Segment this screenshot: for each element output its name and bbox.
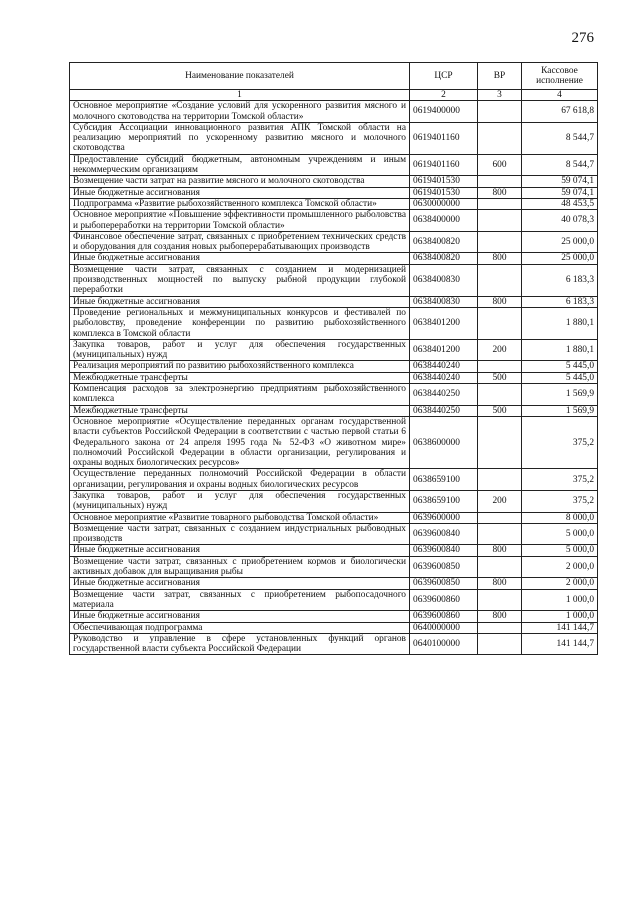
row-amount: 5 445,0 [522, 372, 598, 383]
index-cell: 3 [478, 90, 522, 101]
row-amount: 1 569,9 [522, 405, 598, 416]
row-vr: 500 [478, 405, 522, 416]
index-cell: 2 [410, 90, 478, 101]
row-code: 0638400820 [410, 231, 478, 253]
row-amount: 8 544,7 [522, 122, 598, 154]
row-name: Субсидия Ассоциации инновационного развития АПК Томской области на реализацию мероприятий по ускоренному развитию мясного и молочного скотоводства [70, 122, 410, 154]
row-code: 0638600000 [410, 416, 478, 468]
table-row [70, 523, 598, 545]
row-vr [478, 416, 522, 468]
table-row [70, 372, 598, 383]
row-name: Межбюджетные трансферты [70, 372, 410, 383]
row-amount: 1 000,0 [522, 589, 598, 611]
row-vr [478, 198, 522, 209]
row-code: 0639600850 [410, 556, 478, 578]
row-vr [478, 264, 522, 296]
table-row [70, 176, 598, 187]
table-row [70, 210, 598, 232]
row-vr [478, 556, 522, 578]
row-name: Возмещение части затрат, связанных с приобретением кормов и биологически активных добавок для выращивания рыбы [70, 556, 410, 578]
row-name: Финансовое обеспечение затрат, связанных с приобретением технических средств и оборудования для создания новых рыбоперерабатывающих производств [70, 231, 410, 253]
row-vr: 800 [478, 187, 522, 198]
row-code: 0638659100 [410, 490, 478, 512]
row-vr: 800 [478, 611, 522, 622]
row-vr: 600 [478, 154, 522, 176]
table-row [70, 264, 598, 296]
row-vr [478, 512, 522, 523]
row-code: 0639600840 [410, 523, 478, 545]
row-code: 0638440240 [410, 361, 478, 372]
row-vr [478, 307, 522, 339]
row-code: 0619401530 [410, 176, 478, 187]
row-name: Иные бюджетные ассигнования [70, 187, 410, 198]
row-name: Проведение региональных и межмуниципальных конкурсов и фестивалей по рыболовству, проведение конференции по развитию рыбохозяйственного комплекса в Томской области [70, 307, 410, 339]
header-vr: ВР [478, 63, 522, 90]
row-vr [478, 633, 522, 655]
row-vr: 200 [478, 339, 522, 361]
table-row [70, 154, 598, 176]
row-code: 0638400830 [410, 296, 478, 307]
row-amount: 48 453,5 [522, 198, 598, 209]
row-code: 0619401160 [410, 122, 478, 154]
row-name: Осуществление переданных полномочий Российской Федерации в области организации, регулирования и охраны водных биологических ресурсов [70, 469, 410, 491]
row-amount: 1 880,1 [522, 339, 598, 361]
row-code: 0630000000 [410, 198, 478, 209]
header-row [70, 63, 598, 90]
row-amount: 25 000,0 [522, 253, 598, 264]
row-name: Основное мероприятие «Повышение эффективности промышленного рыболовства и рыбопереработки на территории Томской области» [70, 210, 410, 232]
row-amount: 5 000,0 [522, 523, 598, 545]
table-row [70, 469, 598, 491]
row-amount: 141 144,7 [522, 633, 598, 655]
row-amount: 2 000,0 [522, 556, 598, 578]
row-name: Обеспечивающая подпрограмма [70, 622, 410, 633]
row-name: Иные бюджетные ассигнования [70, 545, 410, 556]
row-code: 0619400000 [410, 101, 478, 123]
table-row [70, 490, 598, 512]
row-code: 0640000000 [410, 622, 478, 633]
row-name: Иные бюджетные ассигнования [70, 611, 410, 622]
row-name: Иные бюджетные ассигнования [70, 296, 410, 307]
row-amount: 141 144,7 [522, 622, 598, 633]
budget-table [69, 62, 598, 655]
row-vr [478, 523, 522, 545]
row-name: Основное мероприятие «Осуществление переданных органам государственной власти субъектов Российской Федерации в соответствии с частью первой статьи 6 Федерального закона от 24 апреля 1995 года № 52-ФЗ «О животном мире» полномочий Российской Федерации в области организации, регулирования и охраны водных биологических ресурсов» [70, 416, 410, 468]
row-vr [478, 622, 522, 633]
row-vr: 800 [478, 578, 522, 589]
row-code: 0619401160 [410, 154, 478, 176]
row-vr [478, 122, 522, 154]
table-row [70, 307, 598, 339]
index-cell: 1 [70, 90, 410, 101]
row-amount: 2 000,0 [522, 578, 598, 589]
row-code: 0639600860 [410, 589, 478, 611]
row-code: 0638440250 [410, 384, 478, 406]
row-amount: 5 445,0 [522, 361, 598, 372]
row-amount: 375,2 [522, 469, 598, 491]
row-code: 0638440240 [410, 372, 478, 383]
row-name: Подпрограмма «Развитие рыбохозяйственного комплекса Томской области» [70, 198, 410, 209]
row-amount: 1 569,9 [522, 384, 598, 406]
row-code: 0619401530 [410, 187, 478, 198]
table-row [70, 296, 598, 307]
table-row [70, 622, 598, 633]
row-code: 0638659100 [410, 469, 478, 491]
row-amount: 375,2 [522, 490, 598, 512]
row-amount: 25 000,0 [522, 231, 598, 253]
row-name: Закупка товаров, работ и услуг для обеспечения государственных (муниципальных) нужд [70, 490, 410, 512]
table-row [70, 611, 598, 622]
page-number: 276 [571, 30, 594, 46]
row-name: Возмещение части затрат, связанных с приобретением рыбопосадочного материала [70, 589, 410, 611]
row-code: 0639600840 [410, 545, 478, 556]
row-amount: 375,2 [522, 416, 598, 468]
row-name: Возмещение части затрат на развитие мясного и молочного скотоводства [70, 176, 410, 187]
row-amount: 40 078,3 [522, 210, 598, 232]
header-name: Наименование показателей [70, 63, 410, 90]
table-row [70, 253, 598, 264]
row-vr [478, 210, 522, 232]
row-name: Реализация мероприятий по развитию рыбохозяйственного комплекса [70, 361, 410, 372]
header-amount: Кассовое исполнение [522, 63, 598, 90]
row-name: Основное мероприятие «Создание условий для ускоренного развития мясного и молочного скотоводства на территории Томской области» [70, 101, 410, 123]
row-name: Предоставление субсидий бюджетным, автономным учреждениям и иным некоммерческим организациям [70, 154, 410, 176]
table-row [70, 231, 598, 253]
row-vr [478, 361, 522, 372]
row-amount: 8 000,0 [522, 512, 598, 523]
row-amount: 6 183,3 [522, 264, 598, 296]
row-amount: 8 544,7 [522, 154, 598, 176]
table-row [70, 405, 598, 416]
table-body [70, 101, 598, 655]
row-name: Возмещение части затрат, связанных с созданием индустриальных рыбоводных производств [70, 523, 410, 545]
row-name: Основное мероприятие «Развитие товарного рыбоводства Томской области» [70, 512, 410, 523]
row-code: 0638400830 [410, 264, 478, 296]
row-vr: 200 [478, 490, 522, 512]
row-code: 0638400820 [410, 253, 478, 264]
row-amount: 5 000,0 [522, 545, 598, 556]
row-amount: 67 618,8 [522, 101, 598, 123]
row-vr: 800 [478, 253, 522, 264]
table-row [70, 512, 598, 523]
table-row [70, 578, 598, 589]
table-row [70, 556, 598, 578]
table-row [70, 384, 598, 406]
row-code: 0640100000 [410, 633, 478, 655]
row-code: 0639600000 [410, 512, 478, 523]
row-name: Возмещение части затрат, связанных с созданием и модернизацией производственных мощностей по выпуску рыбной продукции глубокой переработки [70, 264, 410, 296]
table-row [70, 545, 598, 556]
row-name: Межбюджетные трансферты [70, 405, 410, 416]
row-amount: 59 074,1 [522, 176, 598, 187]
table-row [70, 361, 598, 372]
row-vr [478, 384, 522, 406]
row-name: Закупка товаров, работ и услуг для обеспечения государственных (муниципальных) нужд [70, 339, 410, 361]
row-vr [478, 176, 522, 187]
table-row [70, 198, 598, 209]
row-name: Иные бюджетные ассигнования [70, 578, 410, 589]
table-row [70, 122, 598, 154]
table-row [70, 101, 598, 123]
table-row [70, 416, 598, 468]
row-amount: 59 074,1 [522, 187, 598, 198]
row-vr: 800 [478, 545, 522, 556]
row-vr [478, 589, 522, 611]
row-name: Иные бюджетные ассигнования [70, 253, 410, 264]
row-code: 0639600860 [410, 611, 478, 622]
row-code: 0638401200 [410, 339, 478, 361]
row-name: Компенсация расходов за электроэнергию предприятиям рыбохозяйственного комплекса [70, 384, 410, 406]
row-amount: 1 880,1 [522, 307, 598, 339]
row-vr [478, 469, 522, 491]
row-code: 0639600850 [410, 578, 478, 589]
row-vr: 500 [478, 372, 522, 383]
index-cell: 4 [522, 90, 598, 101]
row-vr [478, 231, 522, 253]
row-code: 0638400000 [410, 210, 478, 232]
row-code: 0638440250 [410, 405, 478, 416]
row-amount: 6 183,3 [522, 296, 598, 307]
table-row [70, 339, 598, 361]
row-vr [478, 101, 522, 123]
table-row [70, 187, 598, 198]
table-row [70, 589, 598, 611]
row-code: 0638401200 [410, 307, 478, 339]
row-vr: 800 [478, 296, 522, 307]
table-row [70, 633, 598, 655]
row-name: Руководство и управление в сфере установленных функций органов государственной власти субъекта Российской Федерации [70, 633, 410, 655]
column-index-row [70, 90, 598, 101]
header-csr: ЦСР [410, 63, 478, 90]
row-amount: 1 000,0 [522, 611, 598, 622]
